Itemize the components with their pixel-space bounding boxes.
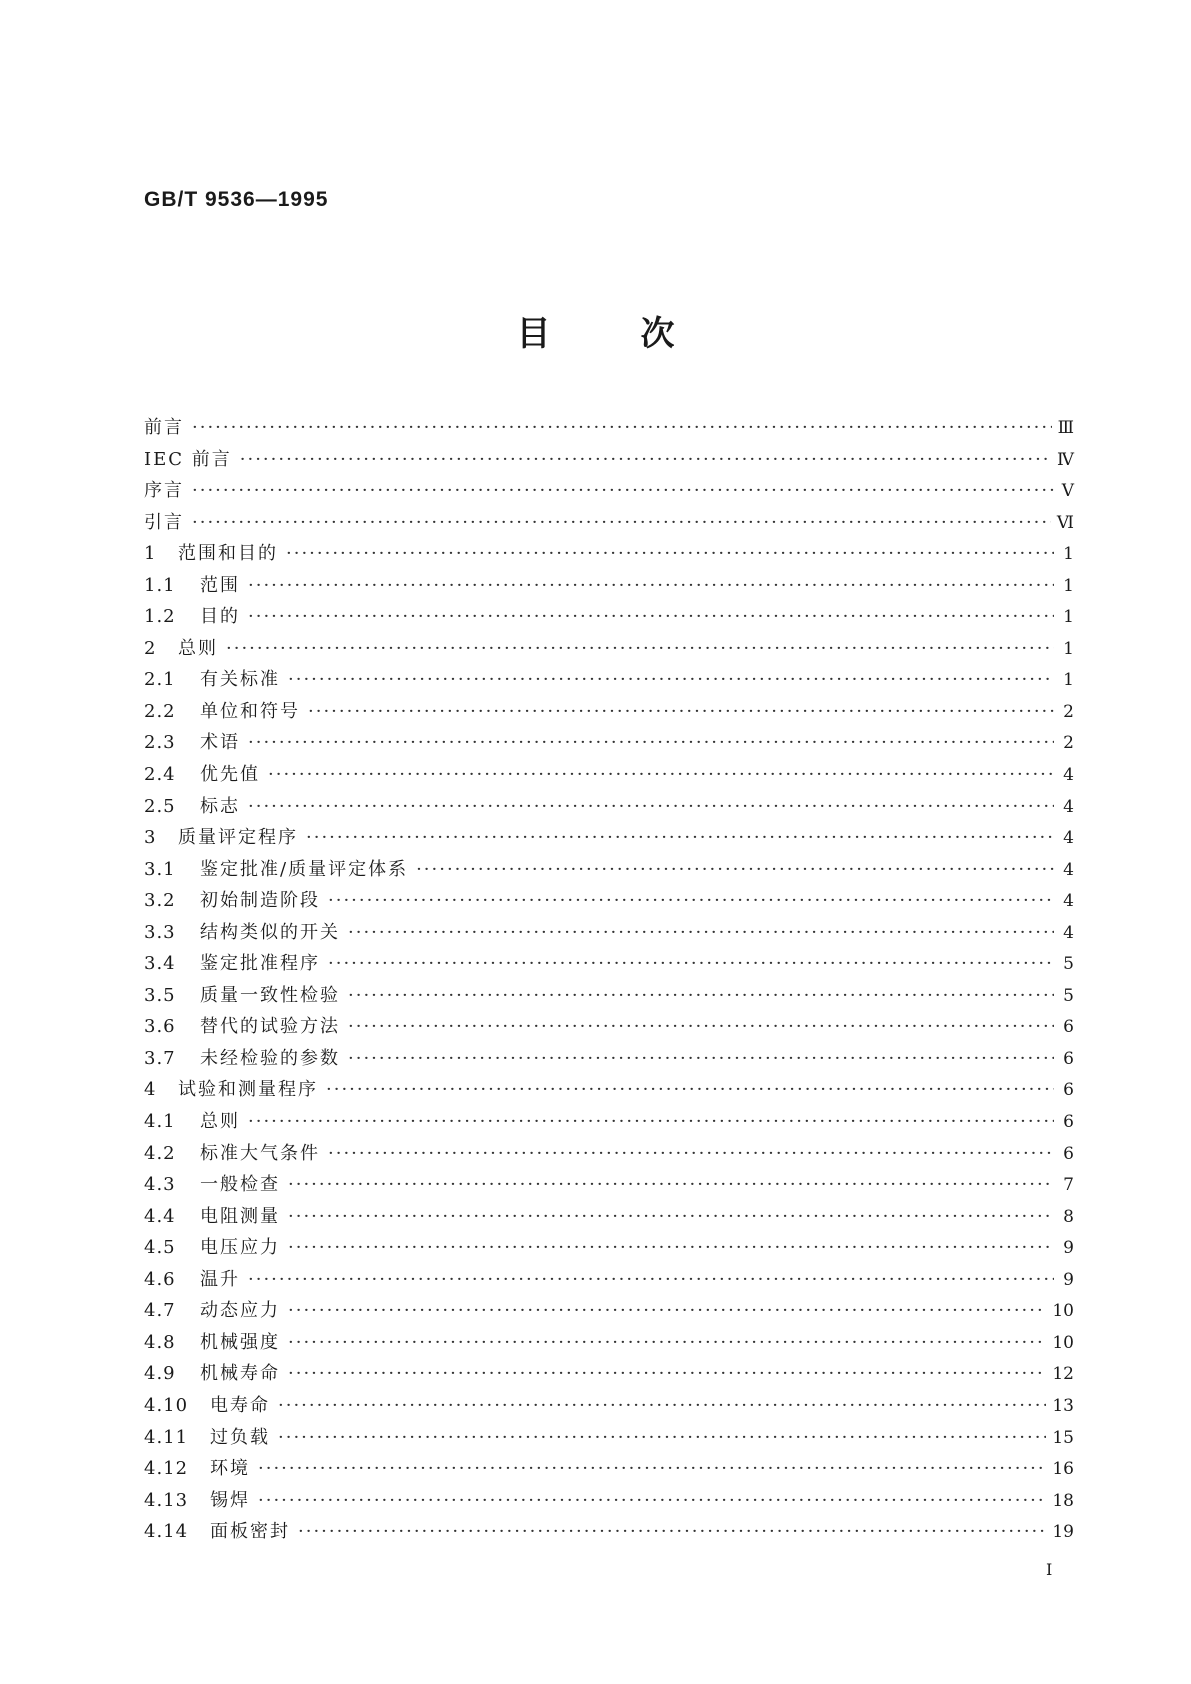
toc-entry[interactable] <box>144 601 1074 633</box>
toc-entry-number: 4.10 <box>144 1394 189 1416</box>
toc-entry[interactable] <box>144 1011 1074 1043</box>
toc-entry-label: 环境 <box>210 1458 250 1480</box>
toc-entry-page: 4 <box>1063 828 1074 849</box>
toc-entry-number: 3.4 <box>144 953 176 975</box>
toc-entry[interactable] <box>144 948 1074 980</box>
toc-entry-page: 8 <box>1063 1206 1074 1227</box>
toc-leader-dots <box>192 412 1052 444</box>
toc-entry[interactable] <box>144 696 1074 728</box>
toc-entry[interactable] <box>144 570 1074 602</box>
toc-entry-page: 1 <box>1063 607 1074 628</box>
toc-leader-dots <box>248 570 1054 602</box>
toc-entry[interactable] <box>144 412 1074 444</box>
toc-leader-dots <box>288 1201 1054 1233</box>
toc-entry-label: 电寿命 <box>210 1394 270 1416</box>
toc-entry-number: 2.2 <box>144 700 176 722</box>
toc-leader-dots <box>240 444 1051 476</box>
toc-entry-label: 质量评定程序 <box>178 827 298 849</box>
toc-entry-number: 1.2 <box>144 606 176 628</box>
toc-entry-label: 标准大气条件 <box>200 1142 320 1164</box>
toc-entry-page: 19 <box>1052 1522 1074 1543</box>
toc-entry[interactable] <box>144 885 1074 917</box>
toc-entry-label: 前言 <box>144 417 184 438</box>
toc-leader-dots <box>248 601 1054 633</box>
toc-entry-page: 4 <box>1063 765 1074 786</box>
toc-entry-number: 4.6 <box>144 1268 176 1290</box>
page-title <box>0 306 1191 355</box>
toc-entry[interactable] <box>144 1485 1074 1517</box>
toc-entry-page: 6 <box>1063 1143 1074 1164</box>
toc-entry-label: 机械强度 <box>200 1331 280 1353</box>
toc-entry-label: 初始制造阶段 <box>200 890 320 912</box>
toc-entry-page: 6 <box>1063 1017 1074 1038</box>
toc-entry-number: 2.5 <box>144 795 176 817</box>
toc-entry[interactable] <box>144 1453 1074 1485</box>
toc-entry-label: 电压应力 <box>200 1237 280 1259</box>
toc-entry-page: Ⅴ <box>1061 481 1074 502</box>
toc-leader-dots <box>416 854 1054 886</box>
toc-entry-label: 总则 <box>200 1111 240 1133</box>
toc-entry-page: 4 <box>1063 796 1074 817</box>
toc-entry[interactable] <box>144 822 1074 854</box>
toc-entry-number: 3.3 <box>144 921 176 943</box>
toc-entry[interactable] <box>144 1422 1074 1454</box>
toc-entry[interactable] <box>144 444 1074 476</box>
toc-entry[interactable] <box>144 917 1074 949</box>
toc-leader-dots <box>248 1264 1054 1296</box>
toc-entry-number: 3.7 <box>144 1047 176 1069</box>
toc-leader-dots <box>288 1327 1046 1359</box>
toc-leader-dots <box>348 1011 1054 1043</box>
toc-entry-label: 单位和符号 <box>200 700 300 722</box>
toc-leader-dots <box>286 538 1054 570</box>
toc-entry-number: 2.1 <box>144 669 176 691</box>
toc-entry-label: 替代的试验方法 <box>200 1016 340 1038</box>
toc-entry[interactable] <box>144 759 1074 791</box>
toc-leader-dots <box>268 759 1054 791</box>
toc-entry-label: 鉴定批准程序 <box>200 953 320 975</box>
toc-entry-page: 4 <box>1063 891 1074 912</box>
toc-entry-label: 有关标准 <box>200 669 280 691</box>
toc-entry-page: 6 <box>1063 1112 1074 1133</box>
toc-entry[interactable] <box>144 507 1074 539</box>
toc-entry-number: 4.14 <box>144 1521 189 1543</box>
toc-entry-number: 4.1 <box>144 1111 176 1133</box>
toc-entry-label: 电阻测量 <box>200 1205 280 1227</box>
toc-entry-page: 4 <box>1063 859 1074 880</box>
toc-entry-number: 2.3 <box>144 732 176 754</box>
toc-entry-page: 5 <box>1063 954 1074 975</box>
toc-entry-number: 4.4 <box>144 1205 176 1227</box>
toc-entry-label: 锡焊 <box>210 1489 250 1511</box>
toc-entry-page: Ⅳ <box>1057 449 1074 470</box>
toc-leader-dots <box>248 1106 1054 1138</box>
toc-entry-number: 3.1 <box>144 858 176 880</box>
toc-entry-page: 10 <box>1052 1301 1074 1322</box>
toc-entry-page: 7 <box>1063 1175 1074 1196</box>
toc-entry-number: 3.2 <box>144 890 176 912</box>
toc-entry[interactable] <box>144 727 1074 759</box>
toc-entry-page: 6 <box>1063 1048 1074 1069</box>
toc-entry[interactable] <box>144 1295 1074 1327</box>
toc-entry[interactable] <box>144 980 1074 1012</box>
toc-entry-label: 引言 <box>144 511 184 533</box>
toc-entry-label: 机械寿命 <box>200 1363 280 1385</box>
toc-entry-page: 12 <box>1052 1364 1074 1385</box>
toc-entry-number: 4.8 <box>144 1331 176 1353</box>
toc-entry[interactable] <box>144 633 1074 665</box>
page-title-char-2: 次 <box>640 314 675 354</box>
table-of-contents <box>144 412 1074 1548</box>
toc-entry-label: 未经检验的参数 <box>200 1047 340 1069</box>
toc-leader-dots <box>278 1422 1046 1454</box>
toc-entry[interactable] <box>144 791 1074 823</box>
toc-entry-page: 16 <box>1052 1459 1074 1480</box>
toc-entry-label: 范围 <box>200 574 240 596</box>
toc-entry[interactable] <box>144 1264 1074 1296</box>
toc-entry[interactable] <box>144 1516 1074 1548</box>
toc-leader-dots <box>258 1453 1046 1485</box>
toc-entry-label: 一般检查 <box>200 1174 280 1196</box>
toc-leader-dots <box>248 727 1054 759</box>
toc-entry-number: 4.13 <box>144 1489 189 1511</box>
toc-entry[interactable] <box>144 1106 1074 1138</box>
toc-entry-number: 4.9 <box>144 1363 176 1385</box>
toc-entry[interactable] <box>144 1169 1074 1201</box>
toc-entry-page: 1 <box>1063 575 1074 596</box>
toc-leader-dots <box>348 917 1054 949</box>
toc-entry-page: 15 <box>1052 1427 1074 1448</box>
toc-entry-number: 4.3 <box>144 1174 176 1196</box>
toc-entry-label: 标志 <box>200 795 240 817</box>
toc-entry-number: 4.2 <box>144 1142 176 1164</box>
toc-entry-page: 6 <box>1063 1080 1074 1101</box>
toc-leader-dots <box>248 791 1054 823</box>
toc-leader-dots <box>298 1516 1046 1548</box>
toc-entry-page: 1 <box>1063 544 1074 565</box>
toc-entry-number: 1.1 <box>144 574 176 596</box>
toc-leader-dots <box>328 885 1054 917</box>
toc-entry-page: Ⅲ <box>1057 418 1074 438</box>
toc-entry-page: 13 <box>1052 1395 1074 1416</box>
toc-leader-dots <box>192 475 1054 507</box>
toc-entry-page: 5 <box>1063 985 1074 1006</box>
toc-leader-dots <box>326 1074 1054 1106</box>
toc-leader-dots <box>258 1485 1046 1517</box>
toc-leader-dots <box>328 1138 1054 1170</box>
toc-entry-label: 面板密封 <box>210 1521 290 1543</box>
toc-leader-dots <box>278 1390 1046 1422</box>
toc-entry-page: 1 <box>1063 638 1074 659</box>
toc-leader-dots <box>348 980 1054 1012</box>
toc-entry[interactable] <box>144 1201 1074 1233</box>
toc-entry-page: 2 <box>1063 733 1074 754</box>
toc-entry-number: 3.5 <box>144 984 176 1006</box>
toc-entry-page: 1 <box>1063 670 1074 691</box>
toc-entry-label: 目的 <box>200 606 240 628</box>
toc-leader-dots <box>288 1169 1054 1201</box>
toc-entry-number: 4.11 <box>144 1426 189 1448</box>
toc-leader-dots <box>328 948 1054 980</box>
toc-leader-dots <box>308 696 1054 728</box>
toc-entry-page: 2 <box>1063 701 1074 722</box>
toc-leader-dots <box>288 1232 1054 1264</box>
toc-entry[interactable] <box>144 1390 1074 1422</box>
toc-entry-number: 2.4 <box>144 764 176 786</box>
toc-entry-page: 18 <box>1052 1490 1074 1511</box>
toc-entry-page: Ⅵ <box>1056 512 1074 533</box>
toc-entry-number: 4 <box>144 1079 157 1101</box>
toc-entry-label: 优先值 <box>200 764 260 786</box>
toc-leader-dots <box>288 1358 1046 1390</box>
toc-entry[interactable] <box>144 1327 1074 1359</box>
toc-entry[interactable] <box>144 1074 1074 1106</box>
toc-entry-label: 范围和目的 <box>178 543 278 565</box>
toc-entry[interactable] <box>144 664 1074 696</box>
toc-entry[interactable] <box>144 1138 1074 1170</box>
toc-entry-number: 4.5 <box>144 1237 176 1259</box>
toc-entry-label: 序言 <box>144 480 184 502</box>
toc-entry-number: 3 <box>144 827 157 849</box>
toc-entry[interactable] <box>144 475 1074 507</box>
toc-leader-dots <box>288 1295 1046 1327</box>
page-folio: I <box>1046 1560 1053 1579</box>
toc-leader-dots <box>288 664 1054 696</box>
toc-entry[interactable] <box>144 538 1074 570</box>
toc-entry-label: 总则 <box>178 637 218 659</box>
toc-entry[interactable] <box>144 854 1074 886</box>
toc-entry-label: 术语 <box>200 732 240 754</box>
toc-entry-number: 3.6 <box>144 1016 176 1038</box>
toc-entry-page: 9 <box>1063 1269 1074 1290</box>
toc-entry-label: 过负载 <box>210 1426 270 1448</box>
toc-entry-label: IEC 前言 <box>144 448 232 470</box>
toc-entry-page: 10 <box>1052 1332 1074 1353</box>
toc-entry[interactable] <box>144 1232 1074 1264</box>
toc-leader-dots <box>226 633 1054 665</box>
toc-entry-label: 试验和测量程序 <box>178 1079 318 1101</box>
toc-entry[interactable] <box>144 1043 1074 1075</box>
toc-entry-number: 1 <box>144 543 157 565</box>
toc-entry-page: 9 <box>1063 1238 1074 1259</box>
toc-entry-number: 4.7 <box>144 1300 176 1322</box>
toc-entry-label: 温升 <box>200 1268 240 1290</box>
toc-entry-label: 质量一致性检验 <box>200 984 340 1006</box>
page-title-char-1: 目 <box>516 314 551 354</box>
toc-entry[interactable] <box>144 1358 1074 1390</box>
toc-entry-number: 2 <box>144 637 157 659</box>
toc-entry-label: 动态应力 <box>200 1300 280 1322</box>
toc-leader-dots <box>192 507 1051 539</box>
toc-entry-label: 结构类似的开关 <box>200 921 340 943</box>
toc-entry-number: 4.12 <box>144 1458 189 1480</box>
standard-code: GB/T 9536—1995 <box>144 188 329 211</box>
toc-leader-dots <box>348 1043 1054 1075</box>
toc-leader-dots <box>306 822 1054 854</box>
toc-entry-page: 4 <box>1063 922 1074 943</box>
toc-entry-label: 鉴定批准/质量评定体系 <box>200 858 409 880</box>
